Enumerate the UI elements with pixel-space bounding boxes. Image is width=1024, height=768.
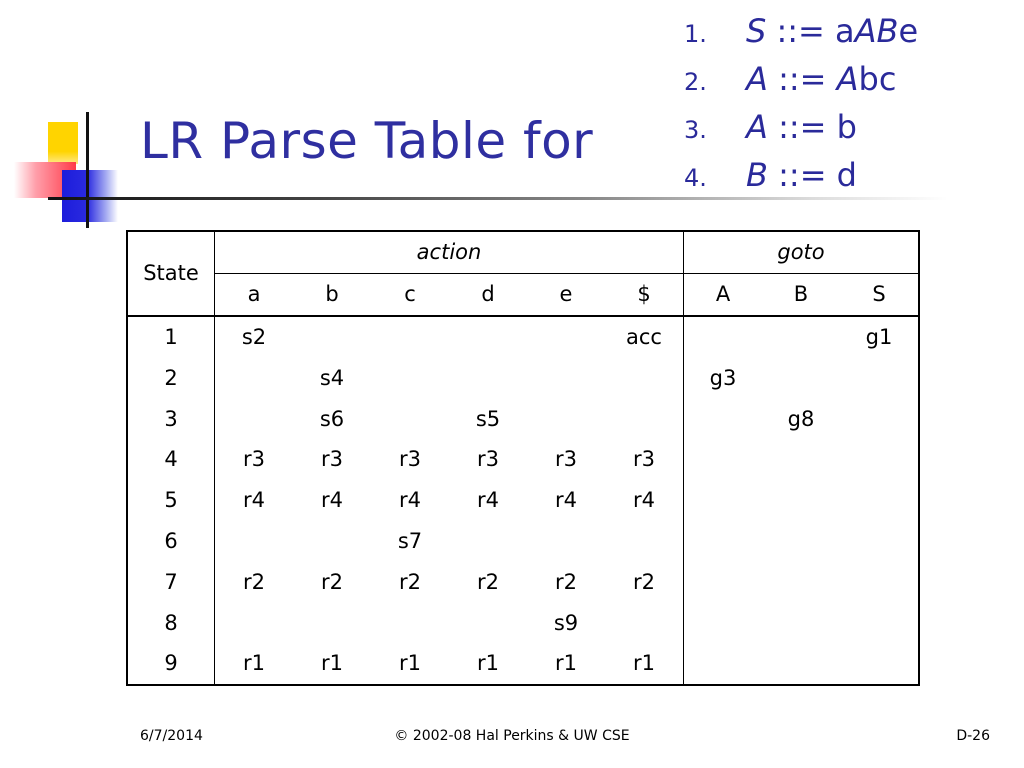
goto-column-header: S — [840, 273, 919, 315]
table-row — [127, 602, 919, 643]
goto-cell: g3 — [684, 357, 763, 398]
action-cell — [527, 398, 605, 439]
decor-yellow-square — [48, 122, 78, 164]
action-cell: acc — [626, 324, 662, 349]
rule-operator: ::= — [767, 156, 837, 194]
table-row — [127, 480, 919, 521]
rule-symbol: bc — [858, 60, 897, 98]
action-cell: r3 — [477, 447, 499, 472]
goto-cell — [840, 480, 919, 521]
action-cell — [605, 357, 684, 398]
goto-cell — [840, 643, 919, 685]
action-cell — [527, 521, 605, 562]
action-column-header: c — [371, 273, 449, 315]
action-cell — [527, 316, 605, 358]
state-cell: 4 — [127, 439, 215, 480]
action-cell — [215, 602, 294, 643]
action-cell: s9 — [553, 610, 579, 635]
table-subheader-row — [127, 273, 919, 315]
action-cell — [605, 602, 684, 643]
action-cell: r4 — [555, 488, 577, 513]
action-cell: s5 — [475, 406, 501, 431]
goto-cell — [840, 602, 919, 643]
action-cell: r4 — [243, 488, 265, 513]
table-row — [127, 561, 919, 602]
action-cell — [449, 602, 527, 643]
action-cell — [605, 521, 684, 562]
decor-vertical-line — [86, 112, 89, 228]
action-cell: r3 — [243, 447, 265, 472]
goto-cell — [762, 602, 840, 643]
slide-title: LR Parse Table for — [140, 112, 594, 170]
action-cell — [605, 398, 684, 439]
lr-parse-table — [126, 230, 920, 686]
rule-operator: ::= — [767, 108, 837, 146]
state-cell: 9 — [127, 643, 215, 685]
rule-symbol: B — [876, 12, 899, 50]
goto-cell — [762, 561, 840, 602]
goto-cell — [684, 561, 763, 602]
action-column-header: d — [449, 273, 527, 315]
goto-cell — [684, 480, 763, 521]
action-cell: s6 — [319, 406, 345, 431]
action-cell: r2 — [555, 569, 577, 594]
goto-cell — [684, 521, 763, 562]
rule-text — [746, 12, 918, 50]
rule-text — [746, 108, 857, 146]
goto-cell — [684, 643, 763, 685]
action-cell — [215, 357, 294, 398]
decor-blue-square — [62, 170, 118, 222]
footer-copyright: © 2002-08 Hal Perkins & UW CSE — [394, 728, 630, 744]
action-cell: r3 — [633, 447, 655, 472]
table-row — [127, 521, 919, 562]
grammar-rule — [678, 12, 918, 60]
action-cell: r2 — [633, 569, 655, 594]
goto-cell — [762, 316, 840, 358]
goto-cell — [762, 357, 840, 398]
rule-lhs: A — [746, 108, 768, 146]
action-cell — [449, 357, 527, 398]
action-cell: r1 — [399, 651, 421, 676]
goto-cell: g8 — [787, 406, 815, 431]
action-column-header: e — [527, 273, 605, 315]
state-cell: 7 — [127, 561, 215, 602]
rule-number: 2. — [684, 68, 707, 96]
state-cell: 1 — [127, 316, 215, 358]
action-cell — [371, 357, 449, 398]
action-cell: s4 — [319, 365, 345, 390]
action-cell — [215, 398, 294, 439]
goto-cell — [840, 521, 919, 562]
action-column-header: b — [293, 273, 371, 315]
action-cell: r1 — [321, 651, 343, 676]
action-cell — [215, 521, 294, 562]
table-row — [127, 357, 919, 398]
state-cell: 6 — [127, 521, 215, 562]
action-cell — [293, 602, 371, 643]
rule-operator: ::= — [766, 12, 836, 50]
action-cell: r3 — [321, 447, 343, 472]
table-row — [127, 398, 919, 439]
grammar-rule — [678, 60, 918, 108]
action-cell: r4 — [477, 488, 499, 513]
action-cell: r2 — [399, 569, 421, 594]
action-cell — [371, 316, 449, 358]
rule-lhs: A — [746, 60, 768, 98]
action-cell — [527, 357, 605, 398]
rule-symbol: e — [898, 12, 919, 50]
action-cell — [371, 398, 449, 439]
state-cell: 8 — [127, 602, 215, 643]
grammar-rule — [678, 108, 918, 156]
action-cell: r1 — [477, 651, 499, 676]
action-cell: r3 — [555, 447, 577, 472]
action-column-header: $ — [605, 273, 684, 315]
table-row — [127, 439, 919, 480]
state-cell: 5 — [127, 480, 215, 521]
action-cell: r1 — [633, 651, 655, 676]
goto-cell — [762, 643, 840, 685]
goto-column-header: A — [684, 273, 763, 315]
state-cell: 2 — [127, 357, 215, 398]
rule-text — [746, 156, 857, 194]
rule-symbol: A — [836, 60, 859, 98]
action-cell: r4 — [321, 488, 343, 513]
action-cell — [293, 521, 371, 562]
footer-page-number: D-26 — [956, 728, 990, 744]
action-column-header: a — [215, 273, 294, 315]
action-cell: r1 — [243, 651, 265, 676]
grammar-rules — [678, 12, 918, 204]
table-header-row — [127, 231, 919, 273]
goto-cell — [684, 398, 763, 439]
action-cell: r3 — [399, 447, 421, 472]
rule-lhs: B — [746, 156, 768, 194]
goto-cell — [840, 561, 919, 602]
goto-cell — [684, 602, 763, 643]
rule-number: 3. — [684, 116, 707, 144]
action-header: action — [215, 231, 684, 273]
rule-lhs: S — [746, 12, 767, 50]
action-cell — [293, 316, 371, 358]
table-row — [127, 643, 919, 685]
action-cell — [371, 602, 449, 643]
goto-cell — [762, 439, 840, 480]
goto-cell — [684, 439, 763, 480]
rule-symbol: d — [836, 156, 857, 194]
goto-header: goto — [684, 231, 920, 273]
state-cell: 3 — [127, 398, 215, 439]
action-cell — [449, 316, 527, 358]
rule-text — [746, 60, 896, 98]
footer-date: 6/7/2014 — [140, 728, 203, 744]
rule-operator: ::= — [767, 60, 837, 98]
parse-table-container — [126, 230, 920, 686]
state-header: State — [127, 231, 215, 316]
goto-cell — [840, 398, 919, 439]
action-cell: r4 — [633, 488, 655, 513]
rule-symbol: A — [854, 12, 877, 50]
goto-cell: g1 — [865, 324, 893, 349]
rule-number: 1. — [684, 20, 707, 48]
goto-cell — [684, 316, 763, 358]
action-cell: r1 — [555, 651, 577, 676]
rule-symbol: b — [836, 108, 857, 146]
action-cell: s2 — [241, 324, 267, 349]
goto-cell — [840, 439, 919, 480]
action-cell: r4 — [399, 488, 421, 513]
table-row — [127, 316, 919, 358]
goto-cell — [762, 480, 840, 521]
action-cell: r2 — [243, 569, 265, 594]
rule-number: 4. — [684, 164, 707, 192]
goto-column-header: B — [762, 273, 840, 315]
goto-cell — [840, 357, 919, 398]
action-cell: r2 — [477, 569, 499, 594]
action-cell: s7 — [397, 528, 423, 553]
goto-cell — [762, 521, 840, 562]
action-cell — [449, 521, 527, 562]
rule-symbol: a — [835, 12, 855, 50]
grammar-rule — [678, 156, 918, 204]
action-cell: r2 — [321, 569, 343, 594]
